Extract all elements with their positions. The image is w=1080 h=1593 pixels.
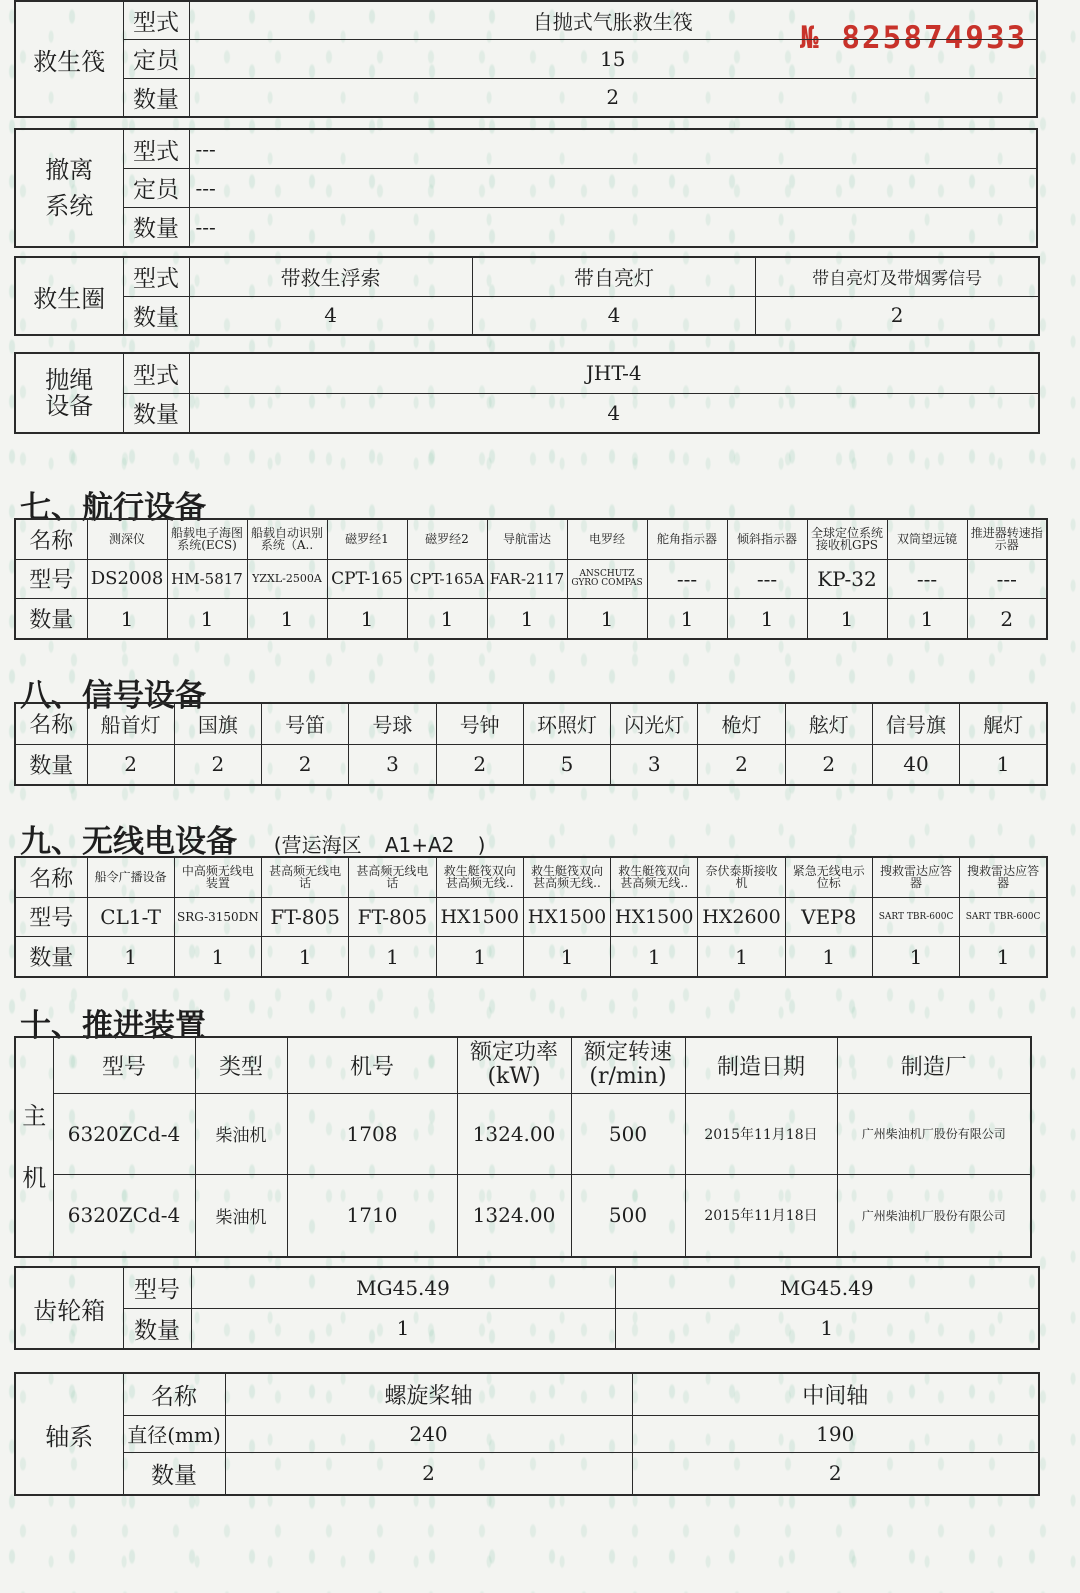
nav-item-name: 双筒望远镜 <box>887 519 967 559</box>
engine-model: 6320ZCd-4 <box>53 1093 195 1174</box>
radio-item-model: HX1500 <box>523 897 610 937</box>
liferaft-label: 救生筏 <box>15 1 123 117</box>
gearbox-qty: 1 <box>191 1308 615 1349</box>
liferaft-type: 自抛式气胀救生筏 <box>189 1 1037 40</box>
radio-item-model: FT-805 <box>349 897 436 937</box>
col-header: 型号 <box>53 1037 195 1093</box>
signal-item-qty: 2 <box>174 744 261 785</box>
nav-item-qty: 1 <box>167 599 247 639</box>
engine-power: 1324.00 <box>457 1174 571 1257</box>
lifebuoy-table <box>14 256 1040 336</box>
row-label: 直径(mm) <box>123 1416 225 1453</box>
radio-item-qty: 1 <box>872 937 959 977</box>
evacuation-table <box>14 128 1038 248</box>
evacuation-label: 撤离系统 <box>15 129 123 247</box>
nav-item-model: --- <box>967 559 1047 599</box>
section-title-signal: 八、信号设备 <box>20 678 206 714</box>
radio-item-model: FT-805 <box>262 897 349 937</box>
line-throwing-label: 抛绳设备 <box>15 353 123 433</box>
row-label: 数量 <box>123 296 189 335</box>
evacuation-capacity: --- <box>189 169 1037 208</box>
nav-item-qty: 1 <box>647 599 727 639</box>
nav-item-model: --- <box>647 559 727 599</box>
col-header: 类型 <box>195 1037 287 1093</box>
evacuation-qty: --- <box>189 207 1037 247</box>
evacuation-type: --- <box>189 129 1037 169</box>
radio-table <box>14 856 1048 978</box>
engine-speed: 500 <box>571 1093 685 1174</box>
signal-item-name: 桅灯 <box>698 703 785 744</box>
nav-item-name: 磁罗经1 <box>327 519 407 559</box>
row-label: 数量 <box>15 599 87 639</box>
row-label: 数量 <box>123 1308 191 1349</box>
row-label: 定员 <box>123 169 189 208</box>
radio-area-prefix: (营运海区 <box>273 833 362 857</box>
signal-item-qty: 2 <box>262 744 349 785</box>
col-header: 制造厂 <box>837 1037 1031 1093</box>
row-label: 型号 <box>15 897 87 937</box>
main-engine-table <box>14 1036 1032 1258</box>
radio-area: A1+A2 <box>362 833 478 858</box>
nav-item-model: ANSCHUTZ GYRO COMPAS <box>567 559 647 599</box>
signal-item-qty: 40 <box>872 744 959 785</box>
row-label: 型式 <box>123 129 189 169</box>
signal-item-name: 号钟 <box>436 703 523 744</box>
nav-item-name: 全球定位系统接收机GPS <box>807 519 887 559</box>
nav-item-name: 船载电子海图系统(ECS) <box>167 519 247 559</box>
row-label: 型式 <box>123 1 189 40</box>
nav-item-qty: 1 <box>887 599 967 639</box>
radio-item-qty: 1 <box>436 937 523 977</box>
engine-row <box>15 1174 1031 1257</box>
radio-item-qty: 1 <box>349 937 436 977</box>
radio-item-name: 救生艇筏双向甚高频无线.. <box>611 857 698 897</box>
signal-item-name: 信号旗 <box>872 703 959 744</box>
radio-item-qty: 1 <box>960 937 1047 977</box>
nav-item-name: 导航雷达 <box>487 519 567 559</box>
shafting-label: 轴系 <box>15 1373 123 1495</box>
col-header: 机号 <box>287 1037 457 1093</box>
nav-item-qty: 2 <box>967 599 1047 639</box>
shafting-table <box>14 1372 1040 1496</box>
radio-item-qty: 1 <box>611 937 698 977</box>
row-label: 数量 <box>123 1452 225 1495</box>
nav-item-model: HM-5817 <box>167 559 247 599</box>
row-label: 型式 <box>123 257 189 296</box>
lifebuoy-type: 带救生浮索 <box>189 257 472 296</box>
radio-item-model: CL1-T <box>87 897 174 937</box>
gearbox-model: MG45.49 <box>191 1267 615 1308</box>
engine-power: 1324.00 <box>457 1093 571 1174</box>
col-header: 额定转速(r/min) <box>571 1037 685 1093</box>
col-header: 额定功率(kW) <box>457 1037 571 1093</box>
engine-model: 6320ZCd-4 <box>53 1174 195 1257</box>
radio-item-qty: 1 <box>262 937 349 977</box>
row-label: 名称 <box>15 703 87 744</box>
shaft-name: 螺旋桨轴 <box>225 1373 632 1416</box>
gearbox-qty: 1 <box>615 1308 1039 1349</box>
lifebuoy-type: 带自亮灯 <box>472 257 755 296</box>
engine-number: 1710 <box>287 1174 457 1257</box>
lifebuoy-qty: 2 <box>756 296 1039 335</box>
lifebuoy-label: 救生圈 <box>15 257 123 335</box>
radio-item-qty: 1 <box>87 937 174 977</box>
radio-item-name: 救生艇筏双向甚高频无线.. <box>436 857 523 897</box>
radio-item-model: HX1500 <box>436 897 523 937</box>
row-label: 定员 <box>123 40 189 78</box>
radio-item-name: 搜救雷达应答器 <box>872 857 959 897</box>
liferaft-table <box>14 0 1038 118</box>
radio-title-text: 九、无线电设备 <box>20 824 237 860</box>
row-label: 型式 <box>123 353 189 393</box>
nav-item-model: CPT-165A <box>407 559 487 599</box>
nav-item-model: YZXL-2500A <box>247 559 327 599</box>
row-label: 数量 <box>123 393 189 433</box>
lifebuoy-qty: 4 <box>189 296 472 335</box>
nav-item-qty: 1 <box>567 599 647 639</box>
nav-item-model: --- <box>887 559 967 599</box>
col-header: 制造日期 <box>685 1037 837 1093</box>
signal-item-qty: 5 <box>523 744 610 785</box>
row-label: 数量 <box>123 207 189 247</box>
gearbox-label: 齿轮箱 <box>15 1267 123 1349</box>
signal-item-name: 艉灯 <box>960 703 1047 744</box>
radio-item-model: HX1500 <box>611 897 698 937</box>
nav-item-qty: 1 <box>247 599 327 639</box>
signal-item-qty: 2 <box>698 744 785 785</box>
nav-item-model: FAR-2117 <box>487 559 567 599</box>
line-throwing-qty: 4 <box>189 393 1039 433</box>
nav-item-name: 电罗经 <box>567 519 647 559</box>
radio-item-model: VEP8 <box>785 897 872 937</box>
nav-item-name: 磁罗经2 <box>407 519 487 559</box>
gearbox-table <box>14 1266 1040 1350</box>
nav-item-model: CPT-165 <box>327 559 407 599</box>
engine-kind: 柴油机 <box>195 1174 287 1257</box>
signal-table <box>14 702 1048 786</box>
row-label: 数量 <box>15 937 87 977</box>
radio-item-name: 奈伏泰斯接收机 <box>698 857 785 897</box>
row-label: 型号 <box>123 1267 191 1308</box>
radio-item-name: 中高频无线电装置 <box>174 857 261 897</box>
signal-item-qty: 2 <box>436 744 523 785</box>
row-label: 型号 <box>15 559 87 599</box>
radio-area-suffix: ) <box>477 833 486 857</box>
signal-item-qty: 3 <box>349 744 436 785</box>
engine-maker: 广州柴油机厂股份有限公司 <box>837 1174 1031 1257</box>
row-label: 数量 <box>123 78 189 117</box>
signal-item-name: 号球 <box>349 703 436 744</box>
nav-item-name: 推进器转速指示器 <box>967 519 1047 559</box>
row-label: 名称 <box>15 857 87 897</box>
engine-kind: 柴油机 <box>195 1093 287 1174</box>
nav-item-qty: 1 <box>727 599 807 639</box>
signal-item-qty: 1 <box>960 744 1047 785</box>
liferaft-capacity: 15 <box>189 40 1037 78</box>
nav-item-name: 测深仪 <box>87 519 167 559</box>
line-throwing-type: JHT-4 <box>189 353 1039 393</box>
signal-item-name: 国旗 <box>174 703 261 744</box>
nav-item-model: --- <box>727 559 807 599</box>
signal-item-qty: 3 <box>611 744 698 785</box>
engine-date: 2015年11月18日 <box>685 1174 837 1257</box>
liferaft-qty: 2 <box>189 78 1037 117</box>
section-title-navigation: 七、航行设备 <box>20 490 206 526</box>
nav-item-qty: 1 <box>407 599 487 639</box>
lifebuoy-qty: 4 <box>472 296 755 335</box>
engine-number: 1708 <box>287 1093 457 1174</box>
nav-item-model: DS2008 <box>87 559 167 599</box>
radio-item-qty: 1 <box>174 937 261 977</box>
row-label: 数量 <box>15 744 87 785</box>
radio-item-model: SART TBR-600C <box>872 897 959 937</box>
engine-date: 2015年11月18日 <box>685 1093 837 1174</box>
radio-item-model: SART TBR-600C <box>960 897 1047 937</box>
signal-item-name: 舷灯 <box>785 703 872 744</box>
engine-speed: 500 <box>571 1174 685 1257</box>
shaft-diameter: 240 <box>225 1416 632 1453</box>
nav-item-model: KP-32 <box>807 559 887 599</box>
shaft-name: 中间轴 <box>632 1373 1039 1416</box>
row-label: 名称 <box>123 1373 225 1416</box>
radio-item-name: 船令广播设备 <box>87 857 174 897</box>
nav-item-qty: 1 <box>327 599 407 639</box>
signal-item-name: 闪光灯 <box>611 703 698 744</box>
radio-item-name: 紧急无线电示位标 <box>785 857 872 897</box>
engine-row <box>15 1093 1031 1174</box>
radio-item-model: SRG-3150DN <box>174 897 261 937</box>
signal-item-qty: 2 <box>87 744 174 785</box>
radio-item-name: 甚高频无线电话 <box>262 857 349 897</box>
nav-item-name: 倾斜指示器 <box>727 519 807 559</box>
radio-item-qty: 1 <box>785 937 872 977</box>
shaft-qty: 2 <box>632 1452 1039 1495</box>
gearbox-model: MG45.49 <box>615 1267 1039 1308</box>
radio-item-name: 救生艇筏双向甚高频无线.. <box>523 857 610 897</box>
radio-item-model: HX2600 <box>698 897 785 937</box>
shaft-diameter: 190 <box>632 1416 1039 1453</box>
signal-item-name: 船首灯 <box>87 703 174 744</box>
nav-item-name: 舵角指示器 <box>647 519 727 559</box>
section-title-propulsion: 十、推进装置 <box>20 1008 206 1044</box>
main-engine-label: 主机 <box>15 1037 53 1257</box>
radio-item-qty: 1 <box>523 937 610 977</box>
nav-item-qty: 1 <box>87 599 167 639</box>
nav-item-name: 船载自动识别系统（A.. <box>247 519 327 559</box>
nav-item-qty: 1 <box>807 599 887 639</box>
line-throwing-table <box>14 352 1040 434</box>
radio-item-qty: 1 <box>698 937 785 977</box>
engine-maker: 广州柴油机厂股份有限公司 <box>837 1093 1031 1174</box>
radio-item-name: 甚高频无线电话 <box>349 857 436 897</box>
signal-item-name: 号笛 <box>262 703 349 744</box>
shaft-qty: 2 <box>225 1452 632 1495</box>
navigation-table <box>14 518 1048 640</box>
serial-number: № 825874933 <box>800 20 1028 56</box>
row-label: 名称 <box>15 519 87 559</box>
signal-item-qty: 2 <box>785 744 872 785</box>
lifebuoy-type: 带自亮灯及带烟雾信号 <box>756 257 1039 296</box>
section-title-radio <box>20 816 485 861</box>
radio-item-name: 搜救雷达应答器 <box>960 857 1047 897</box>
signal-item-name: 环照灯 <box>523 703 610 744</box>
nav-item-qty: 1 <box>487 599 567 639</box>
